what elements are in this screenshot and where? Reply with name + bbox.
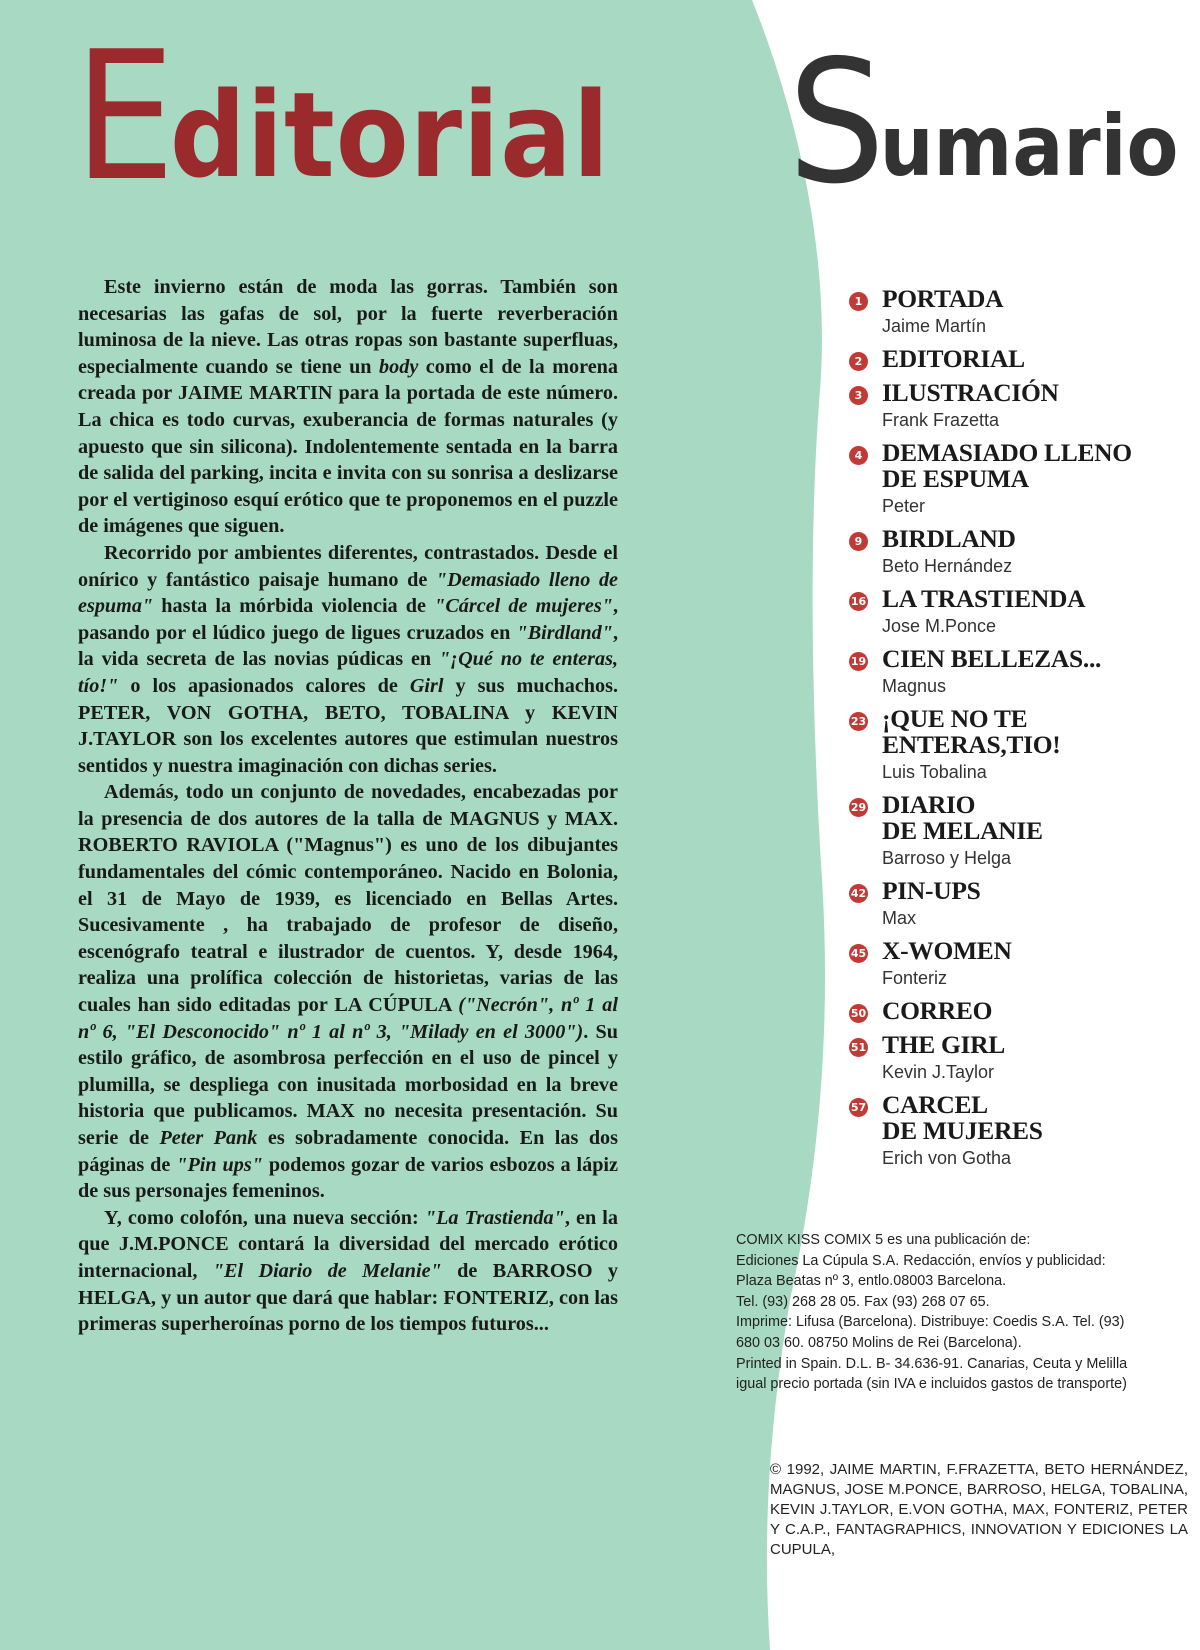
editorial-italic-run: body [379,355,419,378]
toc-entry-title: DEMASIADO LLENO DE ESPUMA [882,438,1132,493]
page-number-badge: 19 [849,652,868,671]
toc-entry [850,584,1192,638]
toc-entry [850,1090,1192,1170]
toc-entry [850,876,1192,930]
toc-entry-author: Barroso y Helga [882,848,1012,868]
imprint-line: Ediciones La Cúpula S.A. Redacción, envíos y publicidad: [736,1252,1106,1269]
toc-entry-title: LA TRASTIENDA [882,584,1086,613]
page-number-badge: 4 [849,446,868,465]
editorial-italic-run: "Pin ups" [176,1153,263,1176]
page-number-badge: 3 [849,386,868,405]
imprint-line: Tel. (93) 268 28 05. Fax (93) 268 07 65. [736,1293,990,1310]
toc-entry-title: CIEN BELLEZAS... [882,644,1102,673]
editorial-italic-run: Girl [409,674,444,697]
page-number-badge: 29 [849,798,868,817]
page-number-badge: 1 [849,292,868,311]
imprint-line: Imprime: Lifusa (Barcelona). Distribuye: Coedis S.A. Tel. (93) [736,1314,1125,1331]
toc-entry-author: Erich von Gotha [882,1148,1012,1168]
toc-entry-author: Fonteriz [882,968,948,988]
editorial-heading-rest: ditorial [169,66,611,204]
editorial-italic-run: "Birdland" [516,621,613,644]
editorial-italic-run: "Cárcel de mujeres" [434,595,613,618]
editorial-paragraph: Este invierno están de moda las gorras. También son necesarias las gafas de sol, por la fuerte reverberación luminosa de la nieve. Las otras ropas son bastante superfluas, especialmente cuando se tiene un body como el de la morena creada por JAIME MARTIN para la portada de este número. La chica es todo curvas, exuberancia de formas naturales (y apuesto que sin silicona). Indolentemente sentada en la barra de salida del parking, incita e invita con su sonrisa a deslizarse por el vertiginoso esquí erótico que te proponemos en el puzzle de imágenes que siguen. [78,276,618,538]
page-number-badge: 45 [849,944,868,963]
publication-imprint [736,1230,1186,1395]
editorial-paragraph: Y, como colofón, una nueva sección: "La Trastienda", en la que J.M.PONCE contará la diversidad del mercado erótico internacional, "El Diario de Melanie" de BARROSO y HELGA, y un autor que dará que hablar: FONTERIZ, con las primeras superheroínas porno de los tiempos futuros... [78,1206,619,1336]
editorial-italic-run: "¡Qué no te enteras, tío!" [78,648,618,697]
imprint-line: Plaza Beatas nº 3, entlo.08003 Barcelona. [736,1273,1007,1290]
page-number-badge: 57 [849,1098,868,1117]
toc-entry [854,524,1192,578]
toc-entry-title: X-WOMEN [882,936,1012,965]
toc-entry-title: ILUSTRACIÓN [882,378,1059,407]
sumario-heading-initial: S [788,24,886,222]
toc-entry-title: CARCEL DE MUJERES [882,1090,1043,1145]
page-number-badge: 2 [849,352,868,371]
page-number-badge: 16 [849,592,868,611]
page-number-badge: 23 [849,712,868,731]
toc-entry [854,284,1192,338]
imprint-line: igual precio portada (sin IVA e incluidos gastos de transporte) [736,1376,1127,1393]
toc-entry-author: Magnus [882,676,947,696]
toc-entry [850,1030,1192,1084]
toc-entry [854,438,1192,518]
page-number-badge: 51 [849,1038,868,1057]
imprint-line: COMIX KISS COMIX 5 es una publicación de: [736,1232,1031,1248]
toc-entry-title: ¡QUE NO TE ENTERAS,TIO! [882,704,1061,759]
page-number-badge: 9 [849,532,868,551]
editorial-paragraph: Recorrido por ambientes diferentes, contrastados. Desde el onírico y fantástico paisaje humano de "Demasiado lleno de espuma" hasta la mórbida violencia de "Cárcel de mujeres", pasando por el lúdico juego de ligues cruzados en "Birdland", la vida secreta de las novias púdicas en "¡Qué no te enteras, tío!" o los apasionados calores de Girl y sus muchachos. PETER, VON GOTHA, BETO, TOBALINA y KEVIN J.TAYLOR son los excelentes autores que estimulan nuestros sentidos y nuestra imaginación con dichas series. [78,541,619,777]
toc-entry-author: Peter [882,496,926,516]
editorial-italic-run: "El Diario de Melanie" [212,1259,442,1282]
toc-entry-author: Luis Tobalina [882,762,987,782]
sumario-heading [788,24,1179,222]
toc-entry-author: Max [882,908,917,928]
toc-entry [850,644,1192,698]
page-number-badge: 50 [849,1004,868,1023]
editorial-heading [74,13,611,220]
imprint-line: 680 03 60. 08750 Molins de Rei (Barcelona). [736,1334,1022,1351]
imprint-line: Printed in Spain. D.L. B- 34.636-91. Canarias, Ceuta y Melilla [736,1355,1128,1372]
toc-entry [850,936,1192,990]
page-number-badge: 42 [849,884,868,903]
toc-entry-author: Frank Frazetta [882,410,1000,430]
toc-entry-title: PIN-UPS [882,876,981,905]
copyright-notice: © 1992, JAIME MARTIN, F.FRAZETTA, BETO HERNÁNDEZ, MAGNUS, JOSE M.PONCE, BARROSO, HELGA, TOBALINA, KEVIN J.TAYLOR, E.VON GOTHA, MAX, FONTERIZ, PETER Y C.A.P., FANTAGRAPHICS, INNOVATION Y EDICIONES LA CUPULA, [770,1461,1188,1558]
toc-entry [854,344,1192,373]
toc-entry [850,790,1192,870]
toc-entry-author: Jaime Martín [882,316,987,336]
toc-entry-author: Beto Hernández [882,556,1013,576]
toc-entry-title: BIRDLAND [882,524,1016,553]
editorial-body [78,274,618,1338]
toc-entry-title: CORREO [882,996,993,1025]
toc-entry-author: Jose M.Ponce [882,616,997,636]
toc-entry-title: EDITORIAL [882,344,1025,373]
sumario-heading-rest: umario [879,97,1179,195]
editorial-heading-initial: E [74,13,170,220]
toc-entry-title: PORTADA [882,284,1004,313]
editorial-paragraph: Además, todo un conjunto de novedades, encabezadas por la presencia de dos autores de la talla de MAGNUS y MAX. ROBERTO RAVIOLA ("Magnus") es uno de los dibujantes fundamentales del cómic contemporáneo. Nacido en Bolonia, el 31 de Mayo de 1939, es licenciado en Bellas Artes. Sucesivamente , ha trabajado de profesor de diseño, escenógrafo teatral e ilustrador de cuentos. Y, desde 1964, realiza una prolífica colección de historietas, varias de las cuales han sido editadas por LA CÚPULA ("Necrón", nº 1 al nº 6, "El Desconocido" nº 1 al nº 3, "Milady en el 3000"). Su estilo gráfico, de asombrosa perfección en el uso de pincel y plumilla, se despliega con inusitada morbosidad en la breve historia que publicamos. MAX no necesita presentación. Su serie de Peter Pank es sobradamente conocida. En las dos páginas de "Pin ups" podemos gozar de varios esbozos a lápiz de sus personajes femeninos. [78,781,618,1203]
table-of-contents [850,284,1192,1178]
toc-entry-title: DIARIO DE MELANIE [882,790,1043,845]
toc-entry [850,704,1192,784]
toc-entry [850,996,1192,1025]
toc-entry [854,378,1192,432]
toc-entry-title: THE GIRL [882,1030,1006,1059]
editorial-italic-run: Peter Pank [159,1127,258,1149]
toc-entry-author: Kevin J.Taylor [882,1062,995,1082]
editorial-italic-run: ("Necrón", nº 1 al nº 6, "El Desconocido" nº 1 al nº 3, "Milady en el 3000") [78,994,618,1043]
editorial-italic-run: "Demasiado lleno de espuma" [78,568,619,618]
editorial-italic-run: "La Trastienda" [424,1206,565,1229]
